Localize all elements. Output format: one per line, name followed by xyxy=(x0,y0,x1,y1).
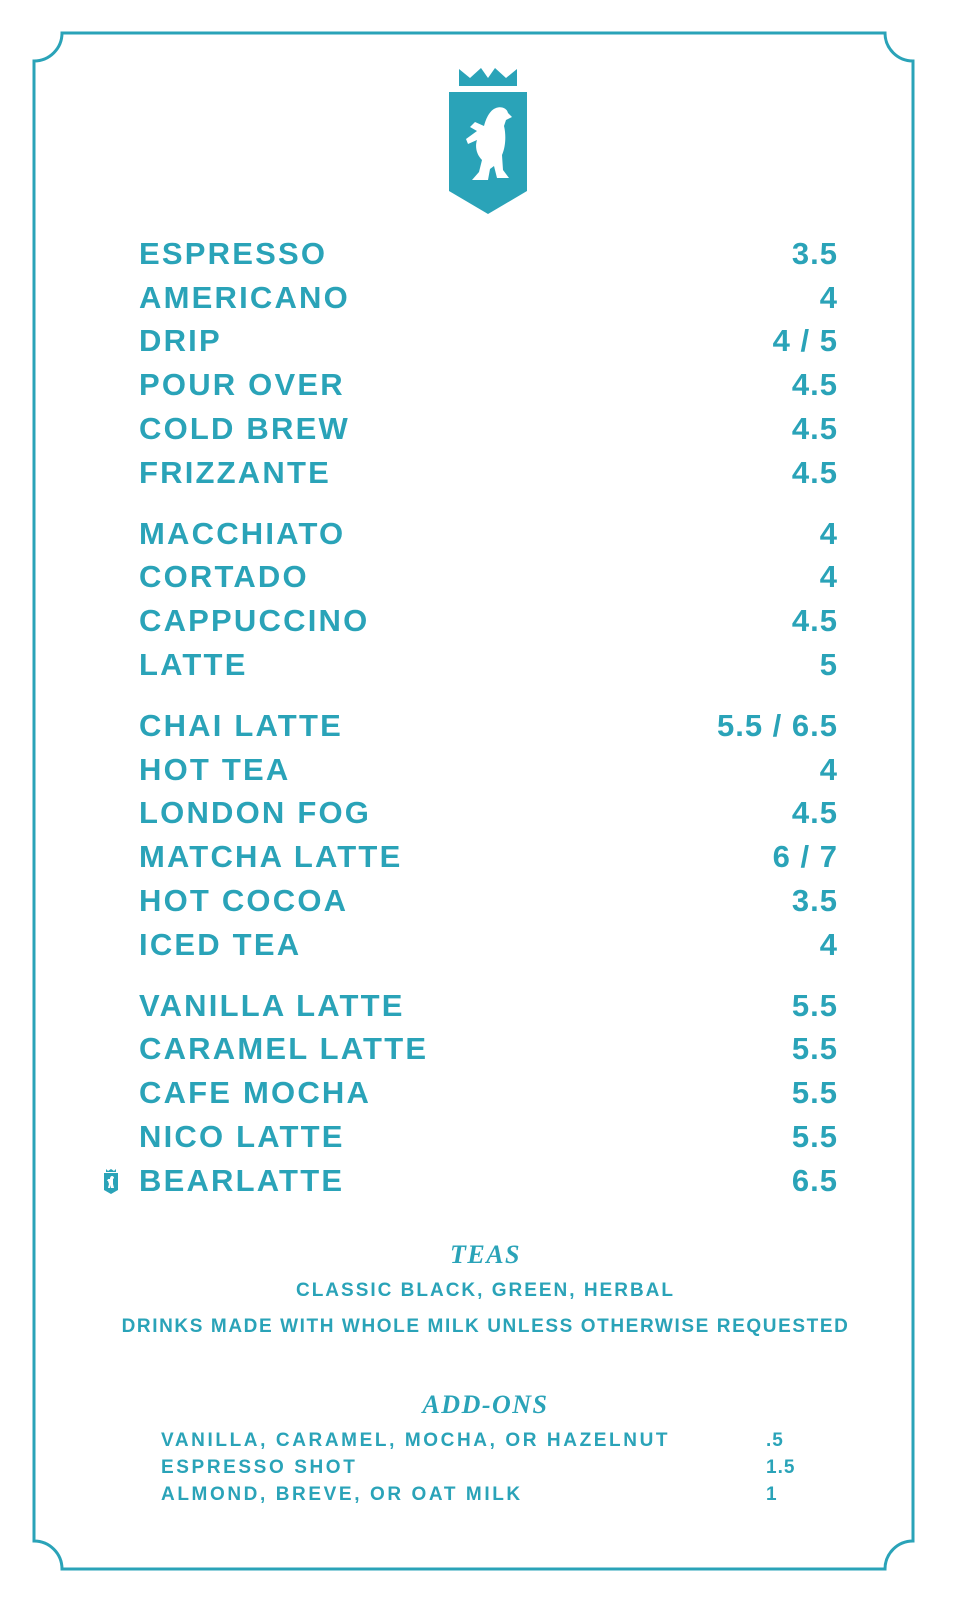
menu-item-price: 4 xyxy=(819,279,838,315)
menu-item xyxy=(139,599,838,643)
bear-shield-icon xyxy=(103,1168,119,1195)
menu-item-name: MATCHA LATTE xyxy=(139,839,403,875)
menu-item-price: 5.5 xyxy=(791,987,838,1023)
addon-item xyxy=(161,1484,801,1511)
menu-item-price: 4 xyxy=(819,926,838,962)
menu-item-name: NICO LATTE xyxy=(139,1119,345,1155)
menu-group xyxy=(139,704,838,967)
menu-item-name: COLD BREW xyxy=(139,411,350,447)
menu-item-price: 4.5 xyxy=(791,454,838,490)
addon-item-price: 1 xyxy=(766,1484,778,1505)
menu-item-price: 4 xyxy=(819,751,838,787)
menu-item-price: 4.5 xyxy=(791,795,838,831)
menu-item-name: AMERICANO xyxy=(139,279,350,315)
crowned-bear-shield-icon xyxy=(446,66,530,214)
menu-group xyxy=(139,512,838,687)
menu-item xyxy=(139,407,838,451)
menu-item xyxy=(139,451,838,495)
menu-item-price: 4 xyxy=(819,515,838,551)
menu-item xyxy=(139,984,838,1028)
menu-item-name: ESPRESSO xyxy=(139,235,328,271)
menu-group xyxy=(139,232,838,495)
menu-item-name: VANILLA LATTE xyxy=(139,987,405,1023)
menu-item xyxy=(139,1028,838,1072)
menu-item-price: 6 / 7 xyxy=(772,839,838,875)
menu-item xyxy=(139,704,838,748)
menu-item-name: HOT TEA xyxy=(139,751,291,787)
addon-item-price: .5 xyxy=(766,1430,784,1451)
menu-item-name: CORTADO xyxy=(139,559,309,595)
menu-item-price: 4.5 xyxy=(791,603,838,639)
menu-item-price: 4.5 xyxy=(791,411,838,447)
menu-item-price: 3.5 xyxy=(791,235,838,271)
menu-item xyxy=(139,1115,838,1159)
menu-item-price: 5 xyxy=(819,647,838,683)
addons-heading: ADD-ONS xyxy=(422,1390,549,1419)
addon-item-name: ALMOND, BREVE, OR OAT MILK xyxy=(161,1484,523,1505)
menu-item-name: ICED TEA xyxy=(139,926,302,962)
addon-item-name: ESPRESSO SHOT xyxy=(161,1457,358,1478)
menu-item-name: DRIP xyxy=(139,323,222,359)
menu-item-name: POUR OVER xyxy=(139,367,345,403)
menu-item xyxy=(139,556,838,600)
menu-item-price: 4 xyxy=(819,559,838,595)
addon-item xyxy=(161,1457,801,1484)
teas-list: CLASSIC BLACK, GREEN, HERBAL xyxy=(295,1280,675,1301)
menu-item xyxy=(139,643,838,687)
menu-item xyxy=(139,1071,838,1115)
menu-item-name: FRIZZANTE xyxy=(139,454,331,490)
menu-item-name: LONDON FOG xyxy=(139,795,372,831)
menu-item xyxy=(139,879,838,923)
menu-item-price: 3.5 xyxy=(791,883,838,919)
menu-item-price: 4.5 xyxy=(791,367,838,403)
menu-item xyxy=(139,792,838,836)
teas-heading: TEAS xyxy=(449,1240,522,1269)
menu-item-name: CAFE MOCHA xyxy=(139,1075,372,1111)
menu-item-price: 5.5 xyxy=(791,1031,838,1067)
menu-item xyxy=(139,232,838,276)
menu-item-price: 5.5 xyxy=(791,1075,838,1111)
menu-item-name: BEARLATTE xyxy=(139,1162,345,1198)
menu-item xyxy=(139,276,838,320)
menu-item-name: MACCHIATO xyxy=(139,515,346,551)
addon-item-name: VANILLA, CARAMEL, MOCHA, OR HAZELNUT xyxy=(161,1430,671,1451)
menu-item xyxy=(139,923,838,967)
menu-item xyxy=(139,320,838,364)
addons-list xyxy=(161,1430,801,1511)
menu-item xyxy=(139,512,838,556)
menu-item-price: 5.5 / 6.5 xyxy=(716,707,838,743)
menu-item-name: LATTE xyxy=(139,647,248,683)
milk-note: DRINKS MADE WITH WHOLE MILK UNLESS OTHERWISE REQUESTED xyxy=(121,1316,850,1337)
menu-item-price: 6.5 xyxy=(791,1162,838,1198)
menu-group xyxy=(139,984,838,1203)
menu-item-name: HOT COCOA xyxy=(139,883,349,919)
drinks-menu xyxy=(139,232,838,1220)
addon-item-price: 1.5 xyxy=(766,1457,796,1478)
menu-item xyxy=(139,1159,838,1203)
menu-item-name: CHAI LATTE xyxy=(139,707,343,743)
menu-item xyxy=(139,835,838,879)
menu-item xyxy=(139,748,838,792)
menu-item xyxy=(139,363,838,407)
menu-item-name: CARAMEL LATTE xyxy=(139,1031,429,1067)
menu-item-price: 4 / 5 xyxy=(772,323,838,359)
menu-item-name: CAPPUCCINO xyxy=(139,603,370,639)
menu-item-price: 5.5 xyxy=(791,1119,838,1155)
addon-item xyxy=(161,1430,801,1457)
